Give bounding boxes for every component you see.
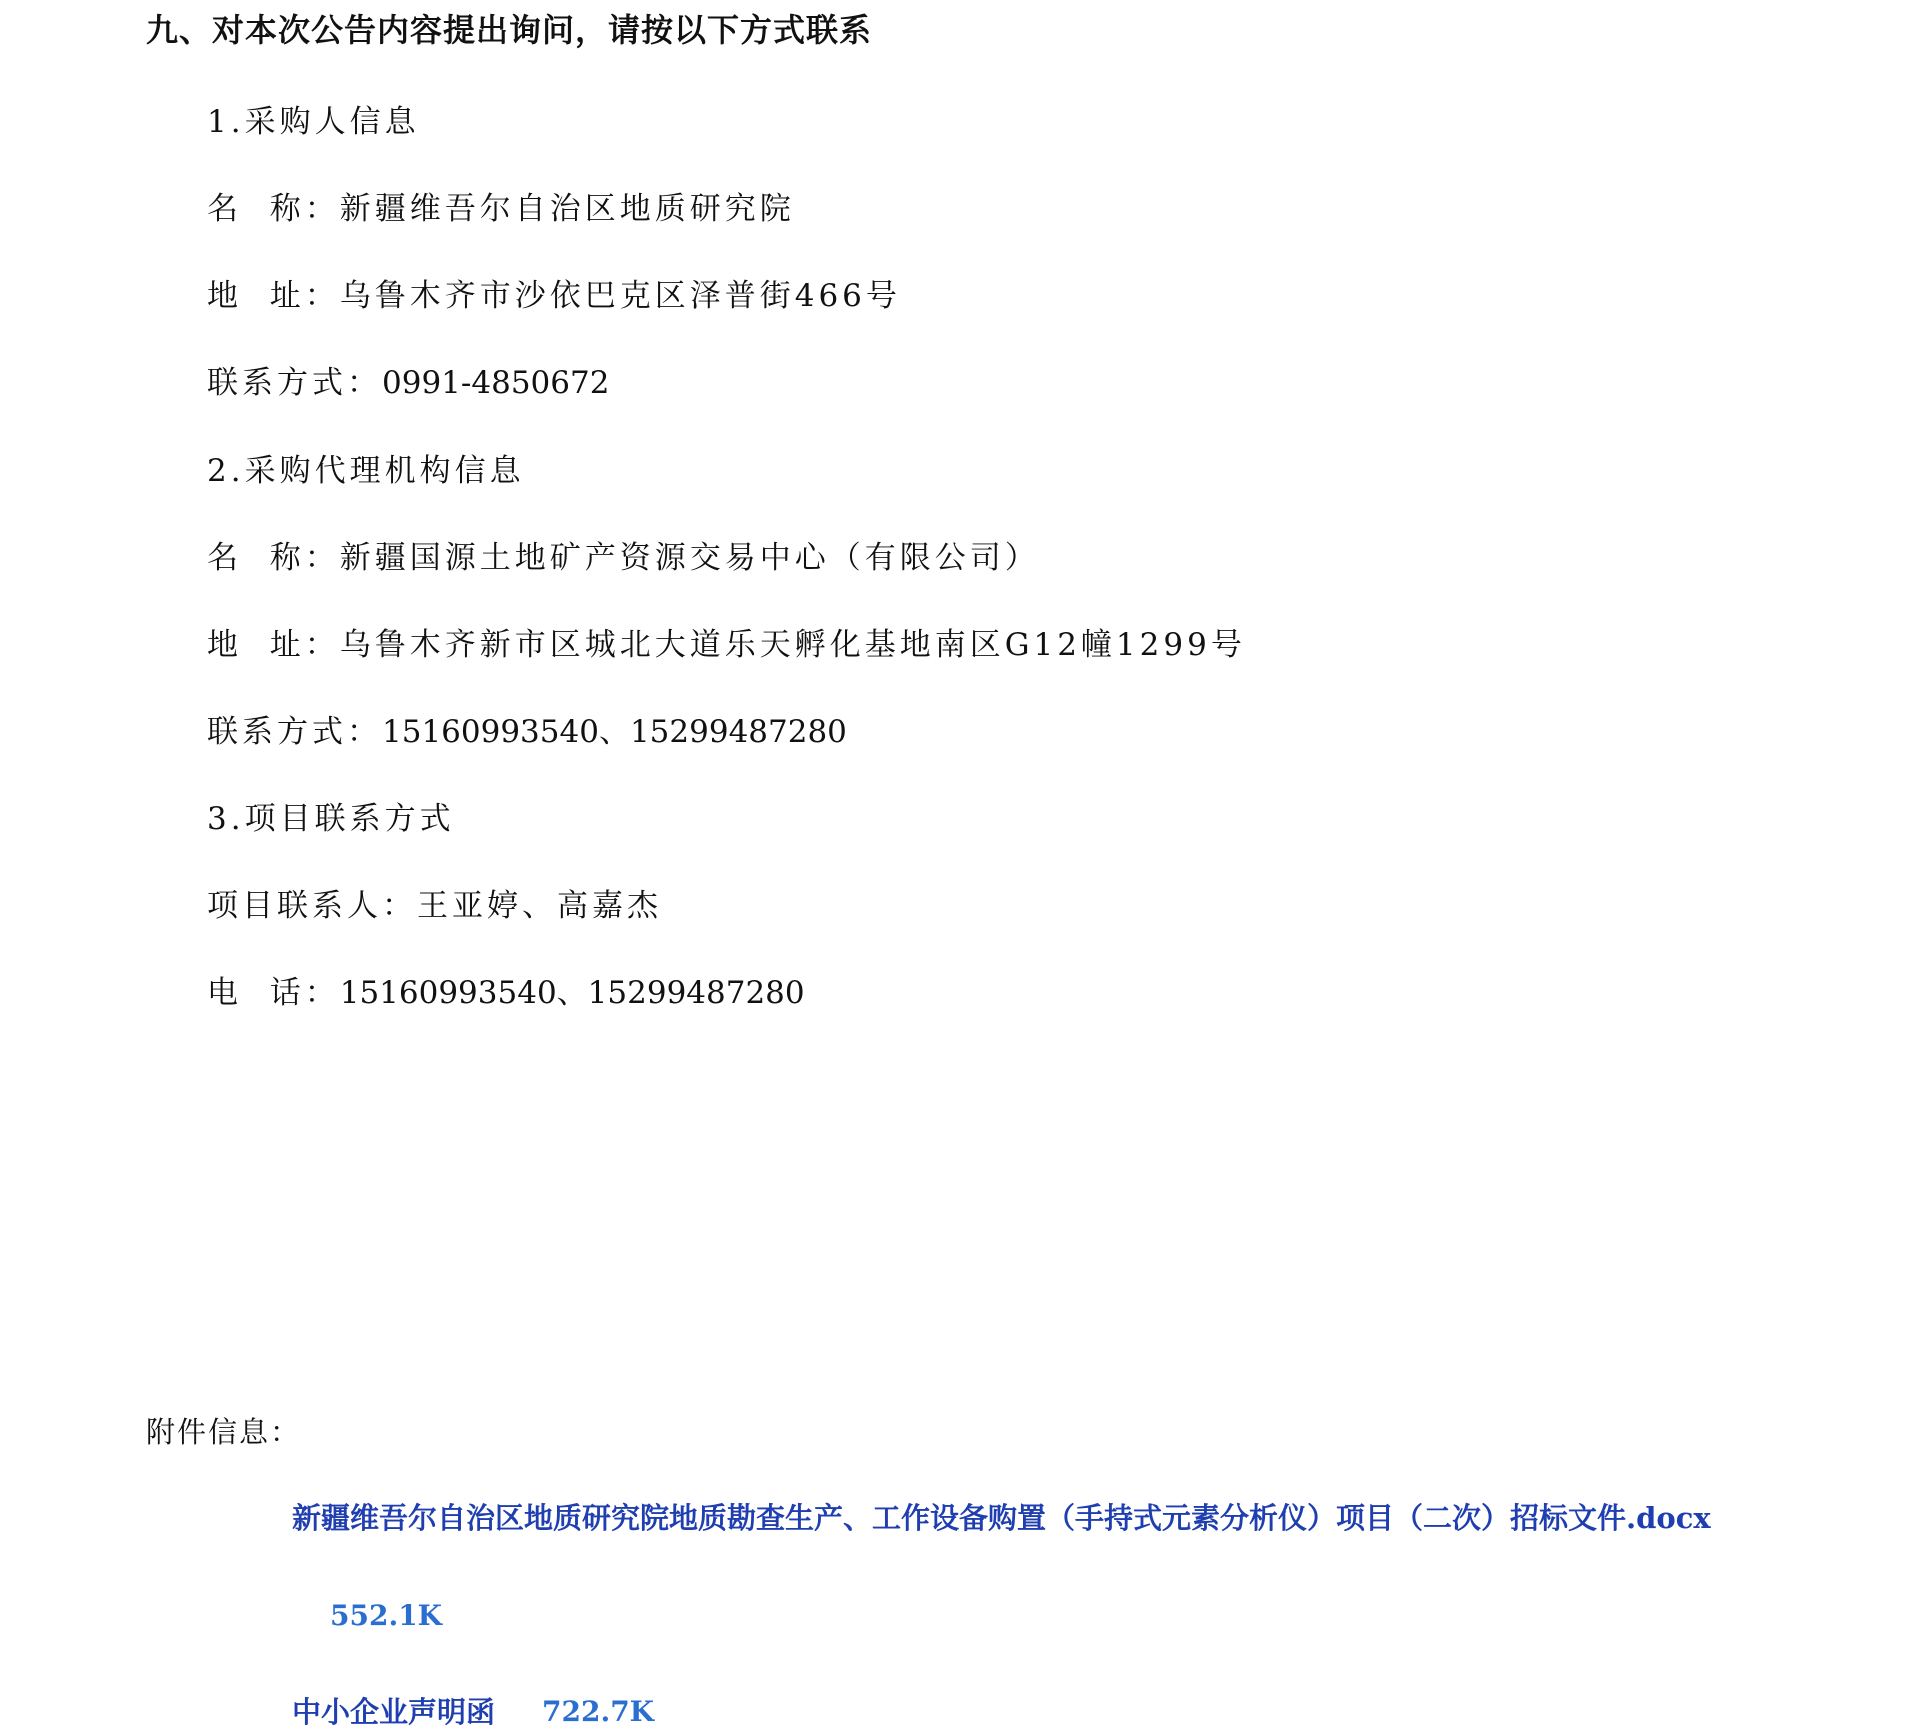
- purchaser-address-label: 地 址：: [207, 278, 340, 314]
- attachment-link-tender-docx[interactable]: 新疆维吾尔自治区地质研究院地质勘查生产、工作设备购置（手持式元素分析仪）项目（二次）招标文件.docx: [292, 1501, 1711, 1535]
- agency-address-label: 地 址：: [207, 627, 340, 663]
- purchaser-address-row: [207, 274, 901, 318]
- agency-contact-label: 联系方式：: [207, 714, 382, 750]
- purchaser-contact-value: 0991-4850672: [382, 365, 610, 401]
- agency-name-value: 新疆国源土地矿产资源交易中心（有限公司）: [339, 540, 1040, 576]
- attachment-size: 722.7K: [542, 1695, 655, 1728]
- agency-title: 2.采购代理机构信息: [207, 453, 525, 489]
- attachment-link-sme-declaration[interactable]: 中小企业声明函: [292, 1695, 496, 1729]
- purchaser-address-value: 乌鲁木齐市沙依巴克区泽普街466号: [339, 278, 901, 314]
- attachments-title: 附件信息：: [146, 1415, 302, 1449]
- agency-address-row: [207, 623, 1246, 667]
- agency-name-row: [207, 536, 1040, 580]
- agency-address-value: 乌鲁木齐新市区城北大道乐天孵化基地南区G12幢1299号: [339, 627, 1246, 663]
- agency-contact-value: 15160993540、15299487280: [382, 714, 847, 750]
- purchaser-contact-label: 联系方式：: [207, 365, 382, 401]
- project-phone-row: [207, 971, 805, 1015]
- project-title: 3.项目联系方式: [207, 801, 455, 837]
- purchaser-title: 1.采购人信息: [207, 104, 420, 140]
- project-phone-label: 电 话：: [207, 975, 340, 1011]
- attachment-size: 552.1K: [330, 1599, 443, 1632]
- project-person-value: 王亚婷、高嘉杰: [417, 888, 662, 924]
- section-heading: 九、对本次公告内容提出询问，请按以下方式联系: [146, 11, 873, 49]
- agency-name-label: 名 称：: [207, 540, 340, 576]
- purchaser-name-label: 名 称：: [207, 191, 340, 227]
- purchaser-name-value: 新疆维吾尔自治区地质研究院: [339, 191, 795, 227]
- project-person-label: 项目联系人：: [207, 888, 417, 924]
- project-person-row: [207, 884, 662, 928]
- purchaser-name-row: [207, 187, 795, 231]
- purchaser-contact-row: [207, 361, 609, 405]
- project-phone-value: 15160993540、15299487280: [339, 975, 805, 1011]
- agency-contact-row: [207, 710, 847, 754]
